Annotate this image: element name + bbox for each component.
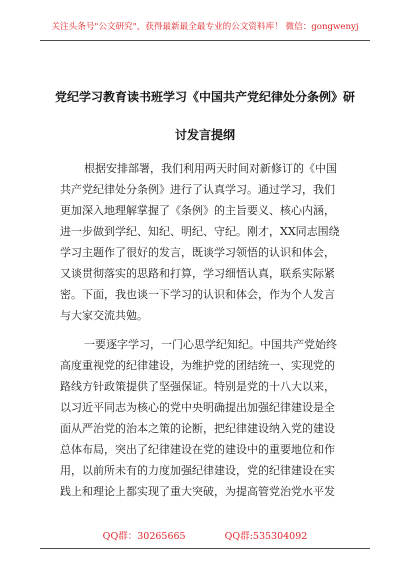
paragraph-1-line: 密。下面，我也谈一下学习的认识和体会，作为个人发言: [60, 288, 335, 301]
paragraph-1-line: 进一步做到学纪、知纪、明纪、守纪。刚才，XX同志围绕: [60, 225, 340, 238]
paragraph-1-line: 根据安排部署，我们利用两天时间对新修订的《中国: [84, 162, 337, 175]
footer-contact: [40, 528, 370, 542]
footer-qq-group-1: QQ群：30265665: [102, 531, 186, 542]
paragraph-2-line: 用，以前所未有的力度加强纪律建设，党的纪律建设在实: [60, 464, 335, 477]
paragraph-1-line: 与大家交流共勉。: [60, 309, 148, 322]
paragraph-1-line: 又谈贯彻落实的思路和打算，学习细悟认真，联系实际紧: [60, 267, 335, 280]
document-title-line-2: 讨发言提纲: [174, 128, 235, 142]
document-title-line-1: 党纪学习教育读书班学习《中国共产党纪律处分条例》研: [54, 90, 355, 104]
paragraph-2-line: 践上和理论上都实现了重大突破，为提高管党治党水平发: [60, 485, 335, 498]
paragraph-1-line: 学习主题作了很好的发言，既谈学习领悟的认识和体会，: [60, 246, 335, 259]
paragraph-2-line: 总体布局，突出了纪律建设在党的建设中的重要地位和作: [60, 443, 335, 456]
paragraph-1-line: 更加深入地理解掌握了《条例》的主旨要义、核心内涵，: [60, 204, 335, 217]
paragraph-2-line: 面从严治党的治本之策的论断，把纪律建设纳入党的建设: [60, 422, 335, 435]
footer-qq-group-2: QQ群:535304092: [224, 531, 308, 542]
paragraph-1-line: 共产党纪律处分条例》进行了认真学习。通过学习，我们: [60, 183, 335, 196]
footer-divider: [40, 548, 370, 549]
paragraph-2-line: 高度重视党的纪律建设，为维护党的团结统一、实现党的: [60, 359, 335, 372]
paragraph-2-line: 以习近平同志为核心的党中央明确提出加强纪律建设是全: [60, 401, 335, 414]
header-divider: [40, 40, 370, 41]
header-banner: 关注头条号"公文研究"，获得最新最全最专业的公文资料库！ 微信：gongwenyj: [51, 22, 359, 32]
paragraph-2-line: 一要逐字学习，一门心思学纪知纪。中国共产党始终: [84, 338, 337, 351]
paragraph-2-line: 路线方针政策提供了坚强保证。特别是党的十八大以来，: [60, 380, 335, 393]
